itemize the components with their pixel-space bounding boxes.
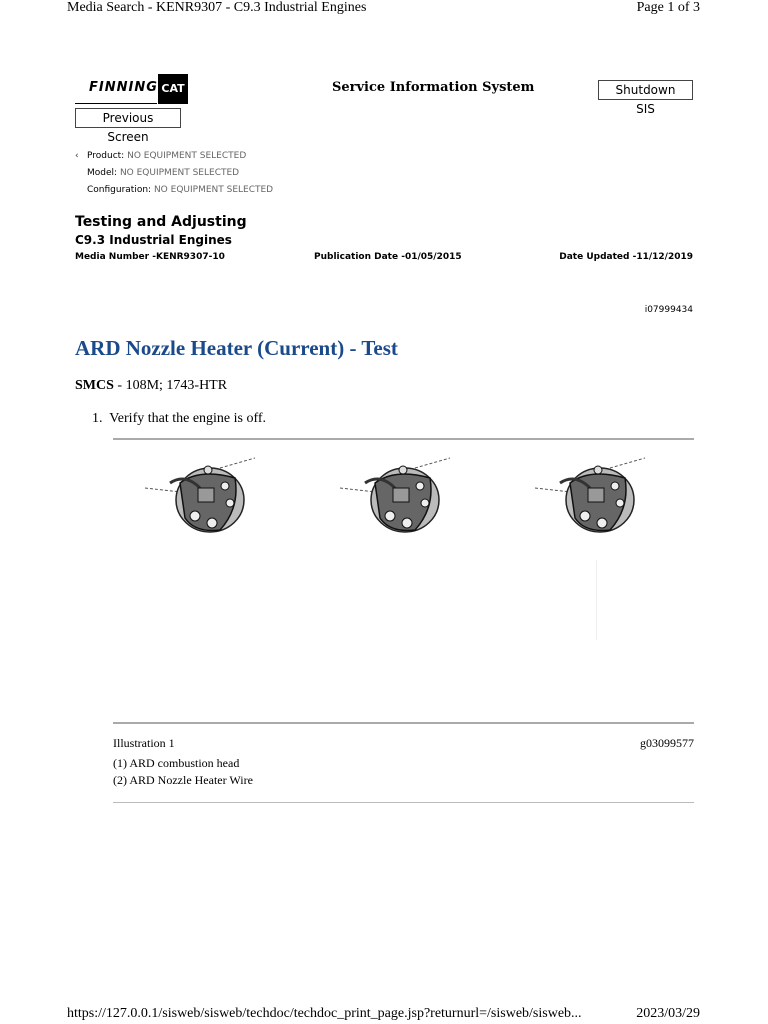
configuration-value: NO EQUIPMENT SELECTED — [153, 185, 274, 195]
print-header-title: Media Search - KENR9307 - C9.3 Industrial Engines — [67, 0, 367, 15]
footer-date: 2023/03/29 — [636, 1006, 700, 1021]
ard-head-graphic — [340, 458, 450, 532]
equipment-selection — [75, 148, 273, 199]
model-value: NO EQUIPMENT SELECTED — [119, 168, 240, 178]
step-number: 1. — [92, 411, 103, 426]
model-row — [75, 165, 273, 182]
publication-date: Publication Date -01/05/2015 — [314, 252, 462, 262]
illustration-id: g03099577 — [640, 736, 694, 750]
engine-illustration-2 — [335, 448, 455, 538]
media-number: Media Number -KENR9307-10 — [75, 252, 225, 262]
caption-divider — [113, 802, 694, 803]
smcs-value: - 108M; 1743-HTR — [113, 378, 228, 393]
logo-underline — [75, 103, 157, 104]
model-label: Model: — [87, 168, 118, 178]
previous-screen-button[interactable]: Previous Screen — [75, 108, 181, 128]
chevron-left-icon[interactable]: ‹ — [75, 151, 79, 161]
date-updated: Date Updated -11/12/2019 — [559, 252, 693, 262]
configuration-label: Configuration: — [87, 185, 152, 195]
shutdown-sis-button[interactable]: Shutdown SIS — [598, 80, 693, 100]
configuration-row — [75, 182, 273, 199]
product-label: Product: — [87, 151, 125, 161]
finning-logo-text: FINNING — [89, 80, 158, 95]
engine-illustration-1 — [140, 448, 260, 538]
smcs-line — [75, 378, 227, 394]
footer-url: https://127.0.0.1/sisweb/sisweb/techdoc/techdoc_print_page.jsp?returnurl=/sisweb/sisweb... — [67, 1006, 582, 1021]
ard-head-graphic — [535, 458, 645, 532]
engine-illustration-3 — [530, 448, 650, 538]
illustration-caption: (2) ARD Nozzle Heater Wire — [113, 773, 253, 787]
ard-head-graphic — [145, 458, 255, 532]
page-title: ARD Nozzle Heater (Current) - Test — [75, 336, 398, 360]
product-value: NO EQUIPMENT SELECTED — [127, 151, 247, 161]
illustration-divider — [596, 560, 597, 640]
step-item — [92, 411, 266, 427]
illustration-caption: (1) ARD combustion head — [113, 756, 240, 770]
product-row — [75, 148, 273, 165]
cat-logo: CAT — [158, 74, 188, 104]
sis-title: Service Information System — [332, 80, 535, 95]
print-page-number: Page 1 of 3 — [636, 0, 700, 15]
illustration-label: Illustration 1 — [113, 736, 175, 750]
illustration-top-divider — [113, 438, 694, 440]
finning-cat-logo — [75, 74, 189, 104]
document-type: Testing and Adjusting — [75, 214, 247, 230]
step-text: Verify that the engine is off. — [109, 411, 267, 426]
illustration-bottom-divider — [113, 722, 694, 724]
document-id: i07999434 — [644, 305, 693, 315]
print-header — [0, 0, 768, 20]
smcs-label: SMCS — [75, 378, 114, 393]
document-product: C9.3 Industrial Engines — [75, 233, 232, 247]
